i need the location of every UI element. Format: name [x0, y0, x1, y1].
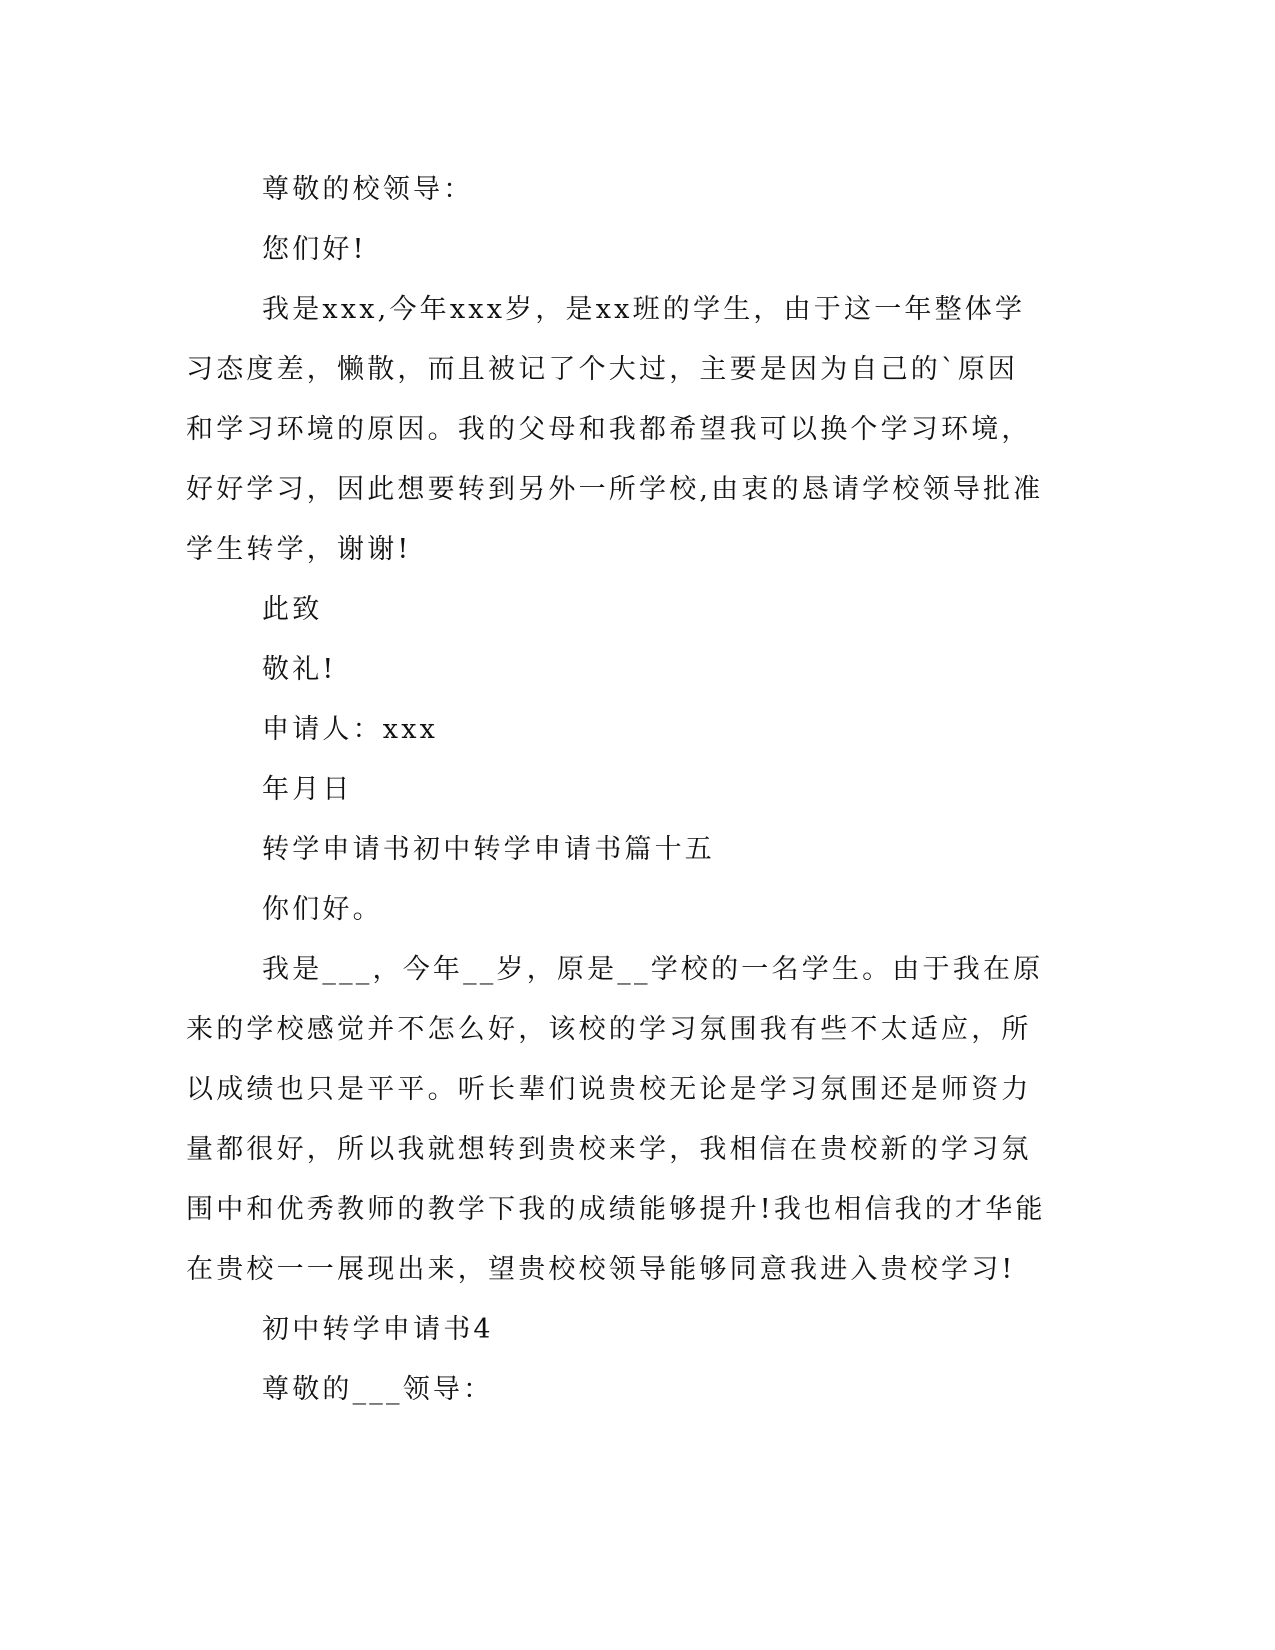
body-paragraph: 我是___，今年__岁，原是__学校的一名学生。由于我在原来的学校感觉并不怎么好，该校的学习氛围我有些不太适应，所以成绩也只是平平。听长辈们说贵校无论是学习氛围还是师资力量都很好，所以我就想转到贵校来学，我相信在贵校新的学习氛围中和优秀教师的教学下我的成绩能够提升!我也相信我的才华能在贵校一一展现出来，望贵校校领导能够同意我进入贵校学习! [186, 954, 1046, 1285]
applicant-line: 申请人：xxx [262, 714, 439, 745]
body-paragraph: 我是xxx,今年xxx岁，是xx班的学生，由于这一年整体学习态度差，懒散，而且被记了个大过，主要是因为自己的`原因和学习环境的原因。我的父母和我都希望我可以换个学习环境，好好学习，因此想要转到另外一所学校,由衷的恳请学校领导批准学生转学，谢谢! [186, 294, 1044, 565]
section-heading: 初中转学申请书4 [262, 1314, 494, 1345]
document-body [186, 160, 1046, 1420]
closing-salute: 敬礼! [262, 654, 337, 685]
salutation: 尊敬的___领导： [262, 1374, 494, 1405]
greeting: 您们好! [262, 234, 367, 265]
greeting: 你们好。 [262, 894, 383, 925]
closing-phrase: 此致 [262, 594, 323, 625]
salutation: 尊敬的校领导： [262, 174, 474, 205]
section-heading: 转学申请书初中转学申请书篇十五 [262, 834, 715, 865]
date-line: 年月日 [262, 774, 353, 805]
